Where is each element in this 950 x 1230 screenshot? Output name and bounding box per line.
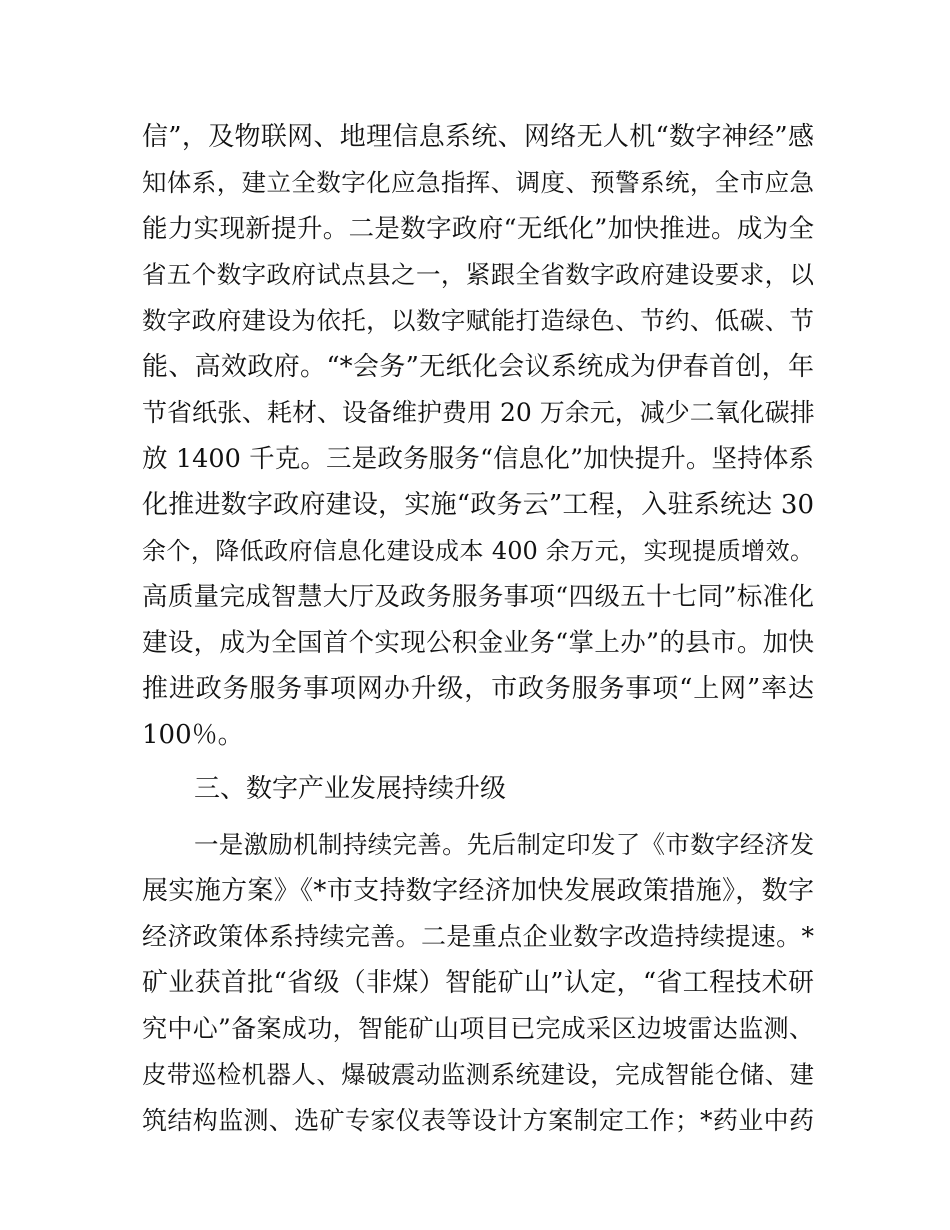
- body-text-line: 省五个数字政府试点县之一，紧跟全省数字政府建设要求，以: [142, 260, 814, 289]
- body-text-line: 放 1400 千克。三是政务服务“信息化”加快提升。坚持体系: [142, 444, 814, 474]
- body-text-line: 展实施方案》《*市支持数字经济加快发展政策措施》，数字: [142, 876, 814, 906]
- body-text-line: 数字政府建设为依托，以数字赋能打造绿色、节约、低碳、节: [142, 306, 814, 335]
- body-text-line: 推进政务服务事项网办升级，市政务服务事项“上网”率达: [142, 674, 814, 704]
- body-text-line: 100％。: [142, 720, 244, 750]
- body-text-line: 能、高效政府。“*会务”无纸化会议系统成为伊春首创，年: [142, 352, 814, 382]
- body-text-line: 知体系，建立全数字化应急指挥、调度、预警系统，全市应急: [142, 168, 814, 197]
- body-text-line: 信”，及物联网、地理信息系统、网络无人机“数字神经”感: [142, 122, 814, 152]
- body-text-line: 筑结构监测、选矿专家仪表等设计方案制定工作；*药业中药: [142, 1106, 814, 1135]
- body-text-line: 一是激励机制持续完善。先后制定印发了《市数字经济发: [194, 830, 814, 859]
- body-text-line: 经济政策体系持续完善。二是重点企业数字改造持续提速。*: [142, 922, 814, 951]
- body-text-line: 节省纸张、耗材、设备维护费用 20 万余元，减少二氧化碳排: [142, 398, 815, 427]
- body-text-line: 高质量完成智慧大厅及政务服务事项“四级五十七同”标准化: [142, 582, 814, 612]
- body-text-line: 化推进数字政府建设，实施“政务云”工程，入驻系统达 30: [142, 490, 814, 520]
- body-text-line: 建设，成为全国首个实现公积金业务“掌上办”的县市。加快: [142, 628, 814, 658]
- body-text-line: 余个，降低政府信息化建设成本 400 余万元，实现提质增效。: [142, 537, 814, 565]
- body-text-line: 能力实现新提升。二是数字政府“无纸化”加快推进。成为全: [142, 214, 814, 244]
- body-text-line: 矿业获首批“省级（非煤）智能矿山”认定，“省工程技术研: [142, 968, 814, 998]
- body-text-line: 究中心”备案成功，智能矿山项目已完成采区边坡雷达监测、: [142, 1014, 814, 1043]
- section-heading: 三、数字产业发展持续升级: [194, 774, 507, 804]
- body-text-line: 皮带巡检机器人、爆破震动监测系统建设，完成智能仓储、建: [142, 1060, 814, 1089]
